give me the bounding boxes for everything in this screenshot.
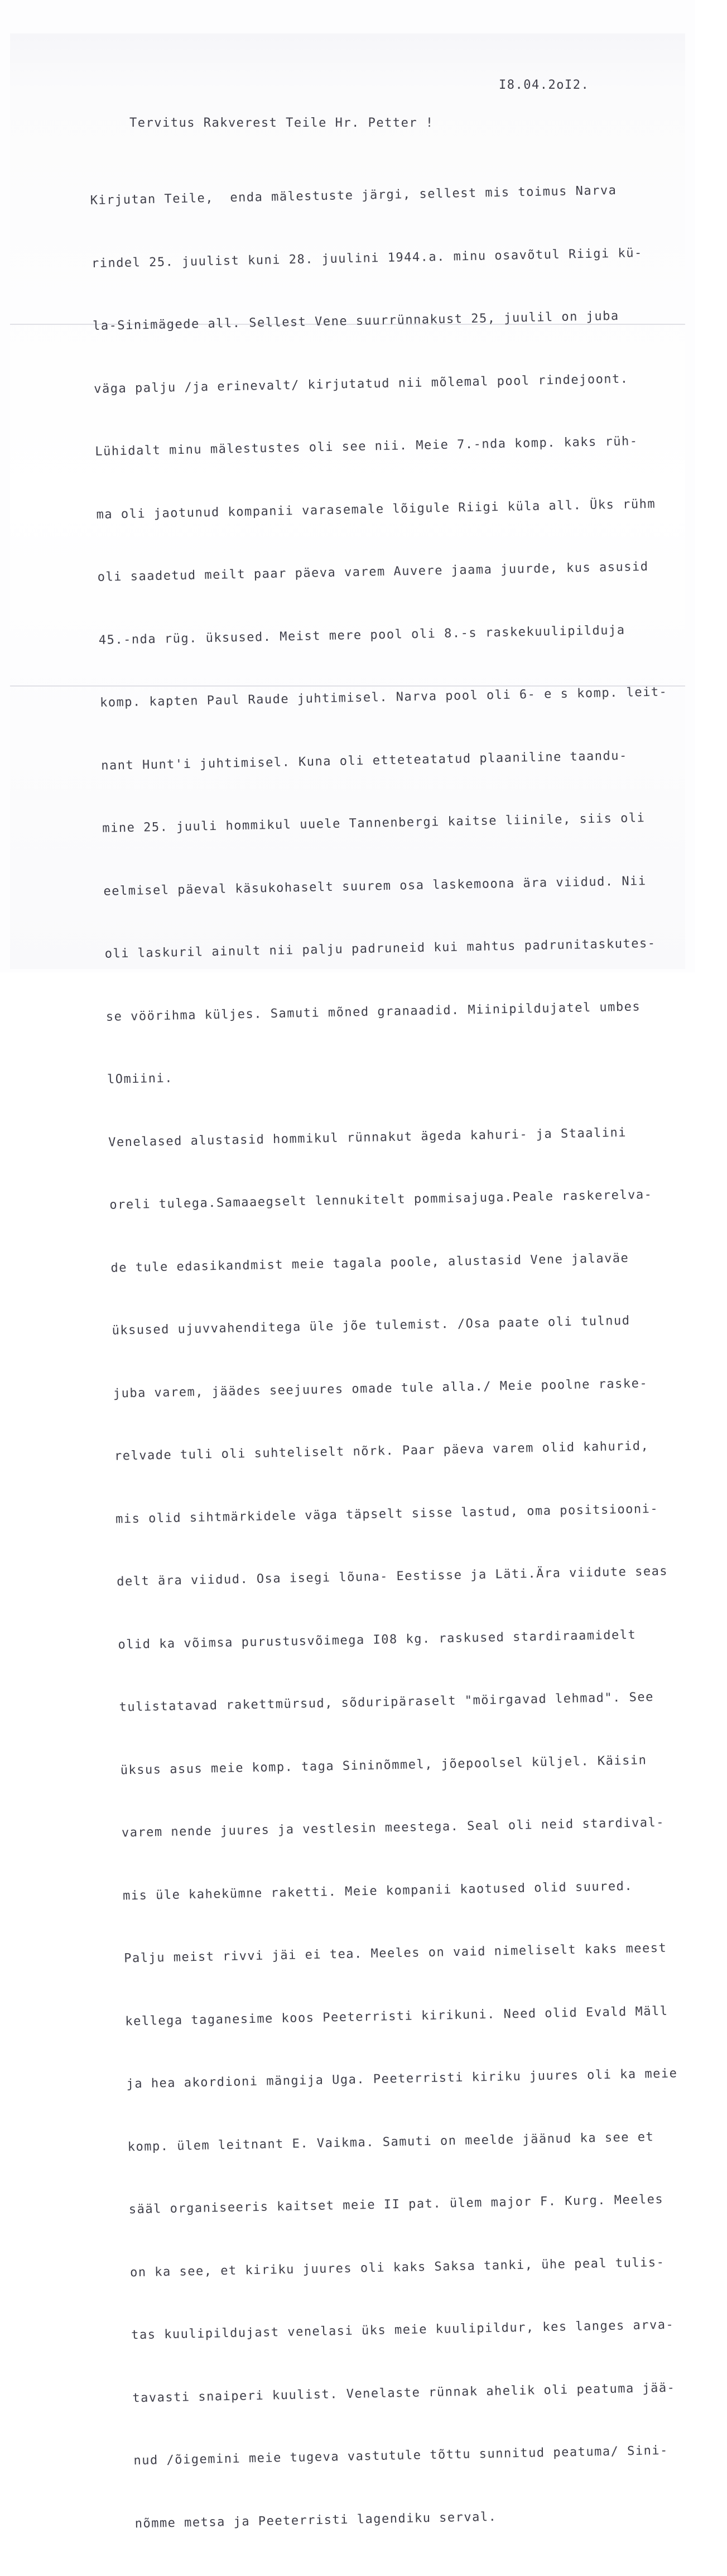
letter-line: oli laskuril ainult nii palju padruneid kui mahtus padrunitaskutes- bbox=[104, 936, 656, 961]
letter-line: mine 25. juuli hommikul uuele Tannenbergi kaitse liinile, siis oli bbox=[102, 811, 646, 836]
letter-line: juba varem, jäädes seejuures omade tule alla./ Meie poolne raske- bbox=[113, 1376, 648, 1401]
letter-line: sääl organiseeris kaitset meie II pat. ülem major F. Kurg. Meeles bbox=[128, 2192, 664, 2217]
letter-line: oli saadetud meilt paar päeva varem Auvere jaama juurde, kus asusid bbox=[97, 559, 649, 584]
letter-line: Kirjutan Teile, enda mälestuste järgi, sellest mis toimus Narva bbox=[90, 183, 617, 208]
letter-line: Lühidalt minu mälestustes oli see nii. Meie 7.-nda komp. kaks rüh- bbox=[95, 434, 638, 459]
letter-greeting: Tervitus Rakverest Teile Hr. Petter ! bbox=[129, 116, 434, 130]
letter-line: se vöörihma küljes. Samuti mõned granaadid. Miinipildujatel umbes bbox=[105, 999, 641, 1024]
letter-line: la-Sinimägede all. Sellest Vene suurrünnakust 25, juulil on juba bbox=[92, 309, 619, 333]
letter-body bbox=[89, 137, 727, 2576]
letter-line: on ka see, et kiriku juures oli kaks Saksa tanki, ühe peal tulis- bbox=[129, 2255, 665, 2280]
letter-line: de tule edasikandmist meie tagala poole, alustasid Vene jalaväe bbox=[110, 1251, 629, 1275]
letter-line: tulistatavad rakettmürsud, sõduripäraselt "möirgavad lehmad". See bbox=[119, 1690, 654, 1715]
letter-line: nant Hunt'i juhtimisel. Kuna oli etteteatatud plaaniline taandu- bbox=[100, 749, 628, 773]
letter-line: komp. ülem leitnant E. Vaikma. Samuti on meelde jäänud ka see et bbox=[127, 2129, 654, 2154]
letter-line: üksused ujuvvahenditega üle jõe tulemist. /Osa paate oli tulnud bbox=[112, 1313, 630, 1338]
letter-line: eelmisel päeval käsukohaselt suurem osa laskemoona ära viidud. Nii bbox=[103, 874, 647, 899]
letter-line: lOmiini. bbox=[107, 1071, 174, 1087]
letter-line: väga palju /ja erinevalt/ kirjutatud nii mõlemal pool rindejoont. bbox=[94, 372, 629, 396]
letter-line: relvade tuli oli suhteliselt nõrk. Paar päeva varem olid kahurid, bbox=[114, 1439, 649, 1464]
letter-line: olid ka võimsa purustusvõimega I08 kg. raskused stardiraamidelt bbox=[118, 1628, 637, 1652]
letter-line: komp. kapten Paul Raude juhtimisel. Narva pool oli 6- e s komp. leit- bbox=[99, 685, 668, 710]
letter-line: Palju meist rivvi jäi ei tea. Meeles on vaid nimeliselt kaks meest bbox=[124, 1941, 667, 1966]
letter-line: nud /õigemini meie tugeva vastutule tõttu sunnitud peatuma/ Sini- bbox=[133, 2443, 669, 2468]
letter-line: mis üle kahekümne raketti. Meie kompanii kaotused olid suured. bbox=[122, 1879, 633, 1903]
letter-line: Venelased alustasid hommikul rünnakut ägeda kahuri- ja Staalini bbox=[108, 1125, 627, 1150]
letter-line: ma oli jaotunud kompanii varasemale lõigule Riigi küla all. Üks rühm bbox=[96, 497, 656, 522]
letter-line: üksus asus meie komp. taga Sininõmmel, jõepoolsel küljel. Käisin bbox=[120, 1753, 647, 1777]
letter-line: tas kuulipildujast venelasi üks meie kuulipildur, kes langes arva- bbox=[131, 2318, 675, 2343]
letter-line: delt ära viidud. Osa isegi lõuna- Eestisse ja Läti.Ära viidute seas bbox=[117, 1564, 668, 1589]
letter-date: I8.04.2oI2. bbox=[499, 78, 590, 92]
letter-line: rindel 25. juulist kuni 28. juulini 1944.a. minu osavõtul Riigi kü- bbox=[91, 246, 643, 271]
letter-line: kellega taganesime koos Peeterristi kirikuni. Need olid Evald Mäll bbox=[125, 2004, 668, 2028]
letter-line: nõmme metsa ja Peeterristi lagendiku serval. bbox=[134, 2510, 497, 2531]
letter-line: tavasti snaiperi kuulist. Venelaste rünnak ahelik oli peatuma jää- bbox=[132, 2381, 676, 2405]
letter-line: 45.-nda rüg. üksused. Meist mere pool oli 8.-s raskekuulipilduja bbox=[98, 623, 625, 647]
letter-line: mis olid sihtmärkidele väga täpselt sisse lastud, oma positsiooni- bbox=[115, 1502, 659, 1527]
letter-line: ja hea akordioni mängija Uga. Peeterristi kiriku juures oli ka meie bbox=[126, 2066, 678, 2091]
letter-line: oreli tulega.Samaaegselt lennukitelt pommisajuga.Peale raskerelva- bbox=[109, 1187, 653, 1212]
letter-line: varem nende juures ja vestlesin meestega. Seal oli neid stardival- bbox=[121, 1815, 665, 1840]
